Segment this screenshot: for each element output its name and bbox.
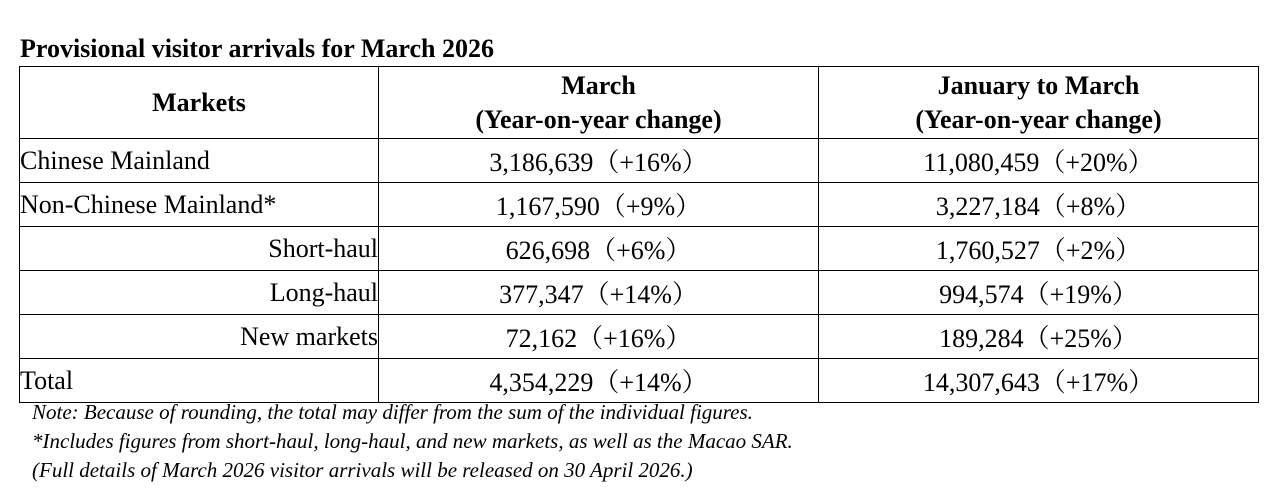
note-line: Note: Because of rounding, the total may differ from the sum of the individual figures.	[32, 400, 753, 424]
header-march-subtitle: (Year-on-year change)	[475, 105, 722, 134]
jan-to-mar-value-cell: 14,307,643（+17%）	[819, 359, 1259, 403]
header-january-to-march	[819, 67, 1259, 139]
march-value-cell: 4,354,229（+14%）	[379, 359, 819, 403]
table-title: Provisional visitor arrivals for March 2026	[20, 34, 494, 63]
header-march	[379, 67, 819, 139]
march-value-cell: 626,698（+6%）	[379, 227, 819, 271]
market-cell: Long-haul	[20, 271, 379, 315]
march-value-cell: 377,347（+14%）	[379, 271, 819, 315]
visitor-arrivals-table	[19, 66, 1259, 403]
march-value-cell: 72,162（+16%）	[379, 315, 819, 359]
jan-to-mar-value-cell: 3,227,184（+8%）	[819, 183, 1259, 227]
market-cell: Short-haul	[20, 227, 379, 271]
table-row	[20, 183, 1259, 227]
note-line: (Full details of March 2026 visitor arrivals will be released on 30 April 2026.)	[32, 458, 693, 482]
header-markets: Markets	[20, 67, 379, 139]
table-notes	[32, 398, 793, 485]
jan-to-mar-value-cell: 1,760,527（+2%）	[819, 227, 1259, 271]
table-row	[20, 359, 1259, 403]
march-value-cell: 1,167,590（+9%）	[379, 183, 819, 227]
table-row	[20, 139, 1259, 183]
note-line: *Includes figures from short-haul, long-haul, and new markets, as well as the Macao SAR.	[32, 429, 793, 453]
market-cell: Non-Chinese Mainland*	[20, 183, 379, 227]
table-row	[20, 227, 1259, 271]
table-row	[20, 315, 1259, 359]
market-cell: Chinese Mainland	[20, 139, 379, 183]
market-cell: Total	[20, 359, 379, 403]
header-january-to-march-title: January to March	[937, 71, 1140, 100]
table-row	[20, 271, 1259, 315]
table-header-row	[20, 67, 1259, 139]
header-march-title: March	[561, 71, 636, 100]
jan-to-mar-value-cell: 994,574（+19%）	[819, 271, 1259, 315]
market-cell: New markets	[20, 315, 379, 359]
header-january-to-march-subtitle: (Year-on-year change)	[915, 105, 1162, 134]
jan-to-mar-value-cell: 11,080,459（+20%）	[819, 139, 1259, 183]
jan-to-mar-value-cell: 189,284（+25%）	[819, 315, 1259, 359]
march-value-cell: 3,186,639（+16%）	[379, 139, 819, 183]
